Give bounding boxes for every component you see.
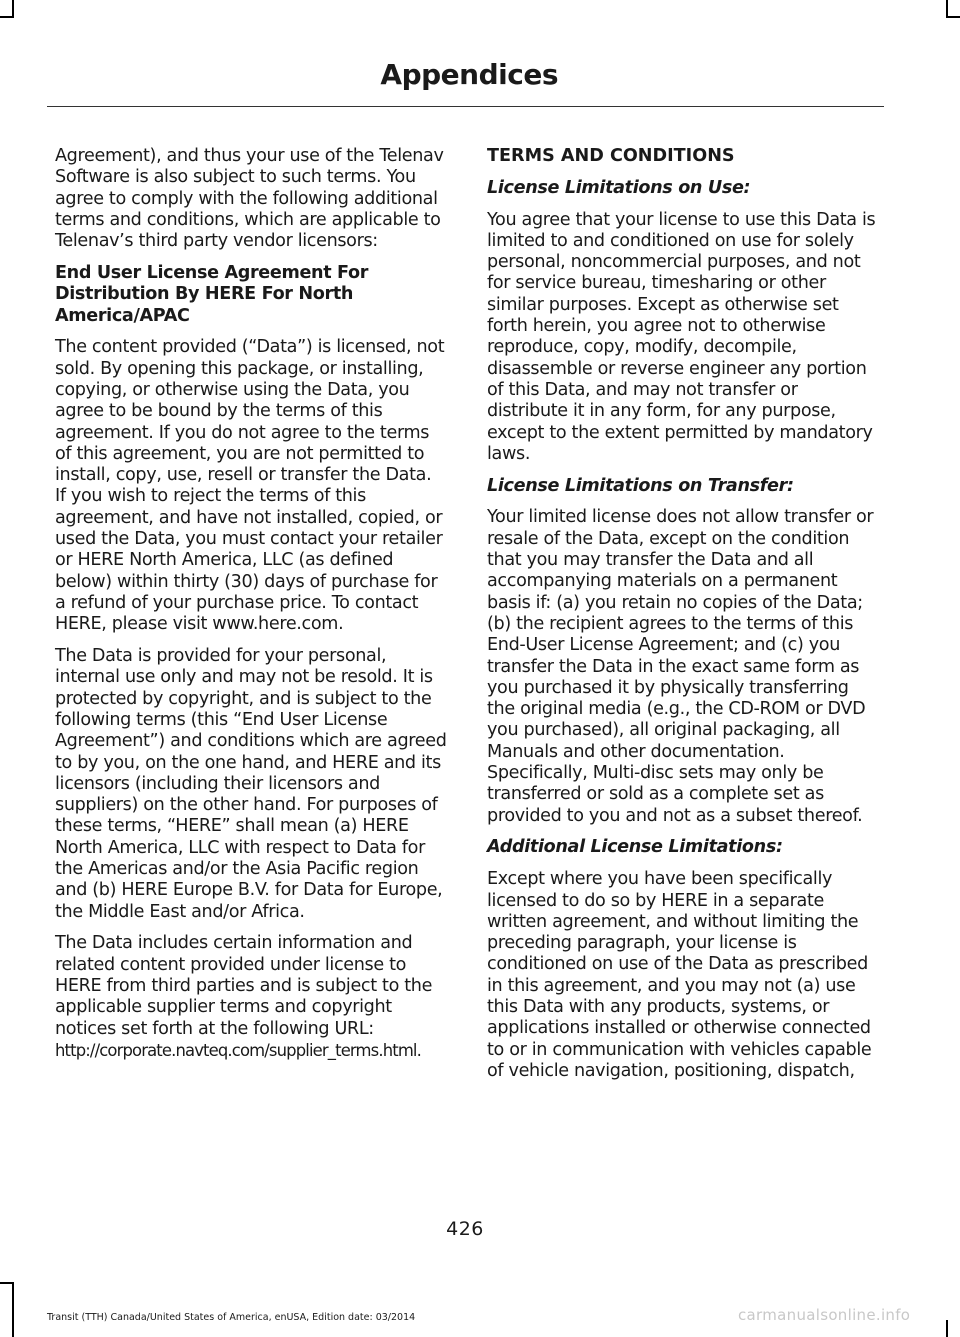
- header-divider: [47, 106, 884, 107]
- page-number: 426: [446, 1218, 484, 1240]
- crop-mark-top-left-h: [0, 16, 14, 18]
- subsection-heading: License Limitations on Transfer:: [487, 475, 794, 496]
- paragraph: [55, 933, 447, 1062]
- paragraph: You agree that your license to use this Data is limited to and conditioned on use for solely personal, noncommercial purposes, and not for service bureau, timesharing or other similar purposes. Except as otherwise set forth herein, you agree not to otherwise reproduce, copy, modify, decompile, disassemble or reverse engineer any portion of this Data, and may not transfer or distribute it in any form, for any purpose, except to the extent permitted by mandatory laws.: [487, 209, 876, 464]
- subsection-heading: Additional License Limitations:: [487, 837, 783, 858]
- section-heading: TERMS AND CONDITIONS: [487, 146, 735, 166]
- section-heading: End User License Agreement For Distribution By HERE For North America/APAC: [55, 262, 369, 326]
- left-column: [55, 146, 447, 1062]
- crop-mark-bottom-left-h: [0, 1282, 14, 1284]
- supplier-terms-url: http://corporate.navteq.com/supplier_terms.html.: [55, 1040, 421, 1060]
- crop-mark-bottom-left-v: [12, 1282, 14, 1337]
- paragraph: Agreement), and thus your use of the Telenav Software is also subject to such terms. You agree to comply with the following additional terms and conditions, which are applicable to Telenav’s third party vendor licensors:: [55, 146, 444, 252]
- paragraph: The Data is provided for your personal, internal use only and may not be resold. It is protected by copyright, and is subject to the following terms (this “End User License Agreement”) and conditions which are agreed to by you, on the one hand, and HERE and its licensors (including their licensors and suppliers) on the other hand. For purposes of these terms, “HERE” shall mean (a) HERE North America, LLC with respect to Data for the Americas and/or the Asia Pacific region and (b) HERE Europe B.V. for Data for Europe, the Middle East and/or Africa.: [55, 646, 447, 922]
- paragraph: Except where you have been specifically licensed to do so by HERE in a separate written agreement, and without limiting the preceding paragraph, your license is conditioned on use of the Data as prescribed in this agreement, and you may not (a) use this Data with any products, systems, or applications installed or otherwise connected to or in communication with vehicles capable of vehicle navigation, positioning, dispatch,: [487, 869, 872, 1081]
- watermark: carmanualsonline.info: [738, 1306, 911, 1324]
- page-title: Appendices: [380, 58, 558, 91]
- paragraph: Your limited license does not allow transfer or resale of the Data, except on the condition that you may transfer the Data and all accompanying materials on a permanent basis if: (a) you retain no copies of the Data; (b) the recipient agrees to the terms of this End-User License Agreement; and (c) you transfer the Data in the exact same form as you purchased it by physically transferring the original media (e.g., the CD-ROM or DVD you purchased), all original packaging, all Manuals and other documentation. Specifically, Multi-disc sets may only be transferred or sold as a complete set as provided to you and not as a subset thereof.: [487, 507, 874, 826]
- right-column: [487, 146, 879, 1093]
- footer-edition-text: Transit (TTH) Canada/United States of America, enUSA, Edition date: 03/2014: [47, 1312, 416, 1323]
- crop-mark-top-right-h: [946, 16, 960, 18]
- subsection-heading: License Limitations on Use:: [487, 177, 751, 198]
- paragraph-text: The Data includes certain information and related content provided under license to HERE from third parties and is subject to the applicable supplier terms and copyright notices set forth at the following URL:: [55, 933, 433, 1039]
- crop-mark-bottom-right-v: [946, 1320, 948, 1337]
- paragraph: The content provided (“Data”) is licensed, not sold. By opening this package, or installing, copying, or otherwise using the Data, you agree to be bound by the terms of this agreement. If you do not agree to the terms of this agreement, you are not permitted to install, copy, use, resell or transfer the Data. If you wish to reject the terms of this agreement, and have not installed, copied, or used the Data, you must contact your retailer or HERE North America, LLC (as defined below) within thirty (30) days of purchase for a refund of your purchase price. To contact HERE, please visit www.here.com.: [55, 337, 445, 635]
